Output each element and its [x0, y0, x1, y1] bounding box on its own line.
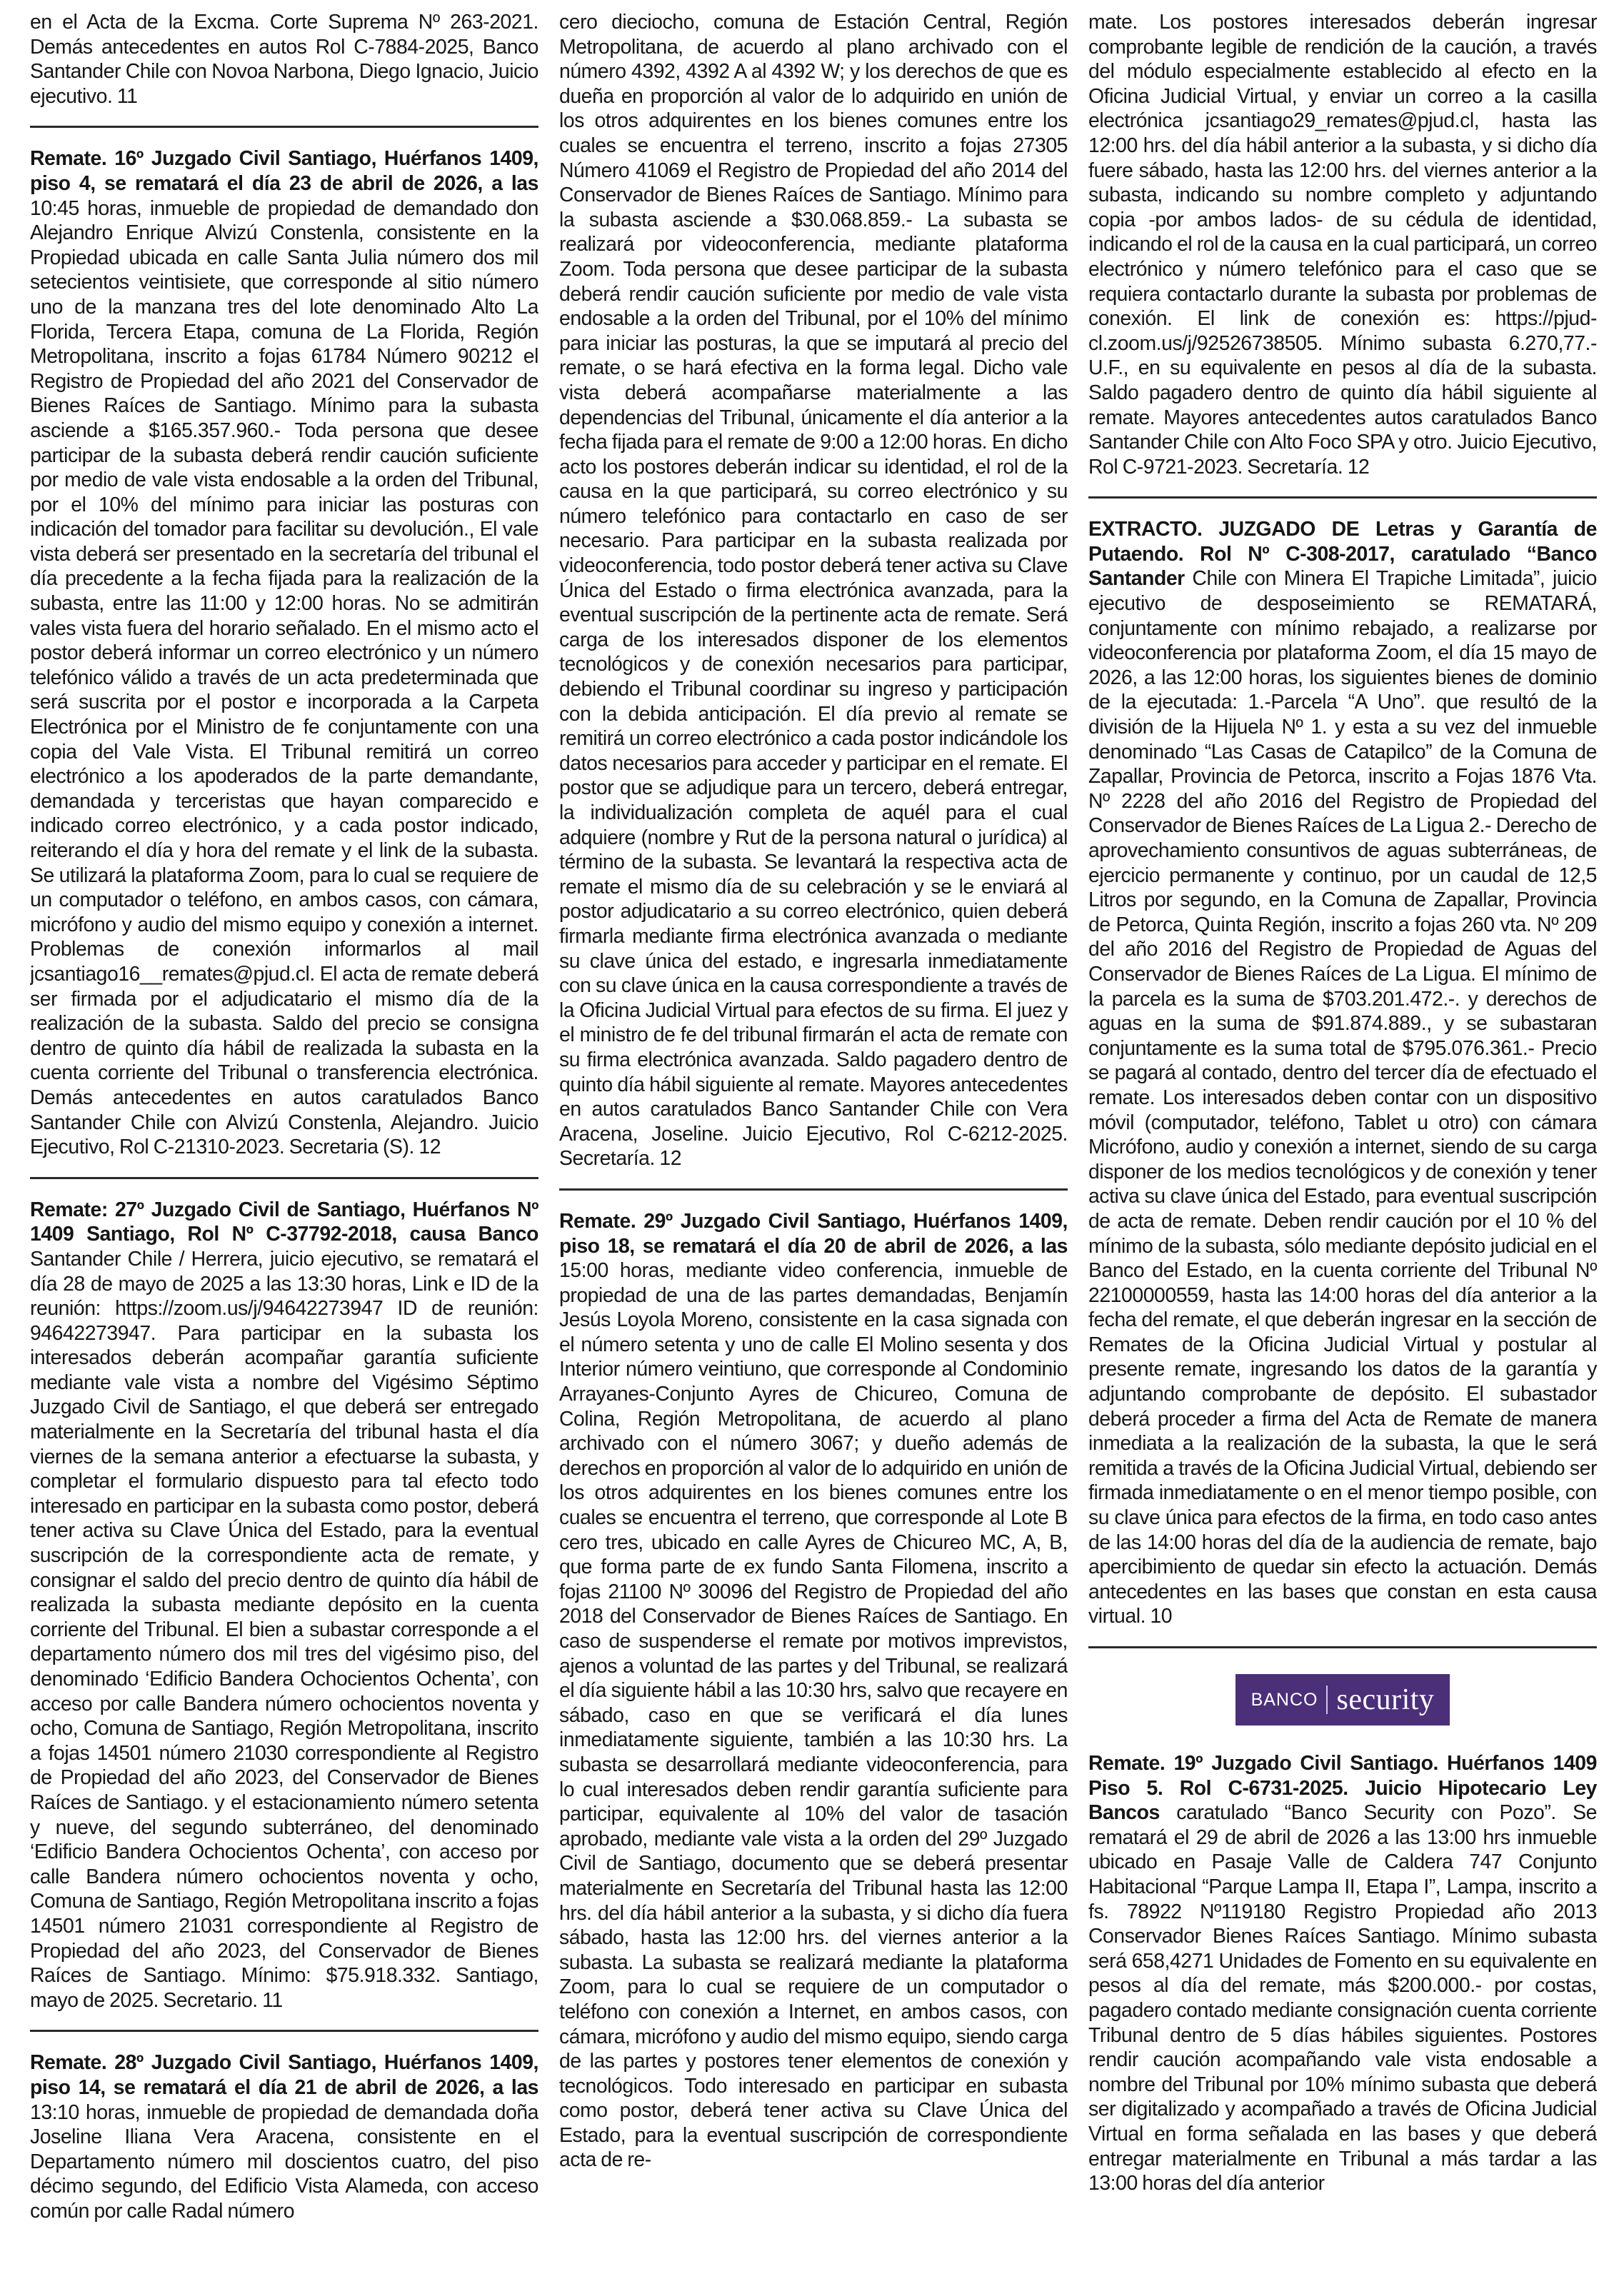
logo-separator: [1326, 1686, 1328, 1714]
notice-lead: EXTRACTO. JUZGADO DE Letras y Garantía de Putaendo. Rol Nº C-308-2017, caratulado “Banco Santander: [1088, 518, 1597, 591]
notice-lead: Remate: 27º Juzgado Civil de Santiago, Huérfanos Nº 1409 Santiago, Rol Nº C-37792-2018, causa Banco: [30, 1198, 538, 1246]
notice-divider: [1088, 496, 1597, 499]
notice-body: Chile con Minera El Trapiche Limitada”, juicio ejecutivo de desposeimiento se REMATARÁ, conjuntamente con mínimo rebajado, a realizarse por videoconferencia por plataforma Zoom, el día 15 mayo de 2026, a las 12:00 horas, los siguientes bienes de dominio de la ejecutada: 1.-Parcela “A Uno”. que resultó de la división de la Hijuela Nº 1. y esta a su vez del inmueble denominado “Las Casas de Catapilco” de la Comuna de Zapallar, Provincia de Petorca, inscrito a Fojas 1876 Vta. Nº 2228 del año 2016 del Registro de Propiedad del Conservador de Bienes Raíces de La Ligua 2.- Derecho de aprovechamiento consuntivos de aguas subterráneas, de ejercicio permanente y continuo, por un caudal de 12,5 Litros por segundo, en la Comuna de Zapallar, Provincia de Petorca, Quinta Región, inscrito a fojas 260 vta. Nº 209 del año 2016 del Registro de Propiedad de Aguas del Conservador de Bienes Raíces de La Ligua. El mínimo de la parcela es la suma de $703.201.472.-. y derechos de aguas en la suma de $91.874.889., y se subastaran conjuntamente es la suma total de $795.076.361.- Precio se pagará al contado, dentro del tercer día de efectuado el remate. Los interesados deben contar con un dispositivo móvil (computador, teléfono, Tablet u otro) con cámara Micrófono, audio y conexión a internet, siendo de su carga disponer de los medios tecnológicos y de conexión y tener activa su clave única del Estado, para eventual suscripción de acta de remate. Deben rendir caución por el 10 % del mínimo de la subasta, sólo mediante depósito judicial en el Banco del Estado, en la cuenta corriente del Tribunal Nº 22100000559, hasta las 14:00 horas del día anterior a la fecha del remate, el que deberán ingresar en la sección de Remates de la Oficina Judicial Virtual y postular al presente remate, ingresando los datos de la garantía y adjuntando comprobante de depósito. El subastador deberá proceder a firma del Acta de Remate de manera inmediata a la realización de la subasta, la que le será remitida a través de la Oficina Judicial Virtual, debiendo ser firmada inmediatamente o en el menor tiempo posible, con su clave única para efectos de la firma, en todo caso antes de las 14:00 horas del día de la audiencia de remate, bajo apercibimiento de quedar sin efecto la actuación. Demás antecedentes en las bases que constan en esta causa virtual. 10: [1088, 567, 1597, 1628]
notice-remate-28-juzgado: [30, 2050, 538, 2223]
notice-body: en el Acta de la Excma. Corte Suprema Nº 263-2021. Demás antecedentes en autos Rol C-7884-2025, Banco Santander Chile con Novoa Narbona, Diego Ignacio, Juicio ejecutivo. 11: [30, 11, 538, 108]
notice-lead: Remate. 29º Juzgado Civil Santiago, Huérfanos 1409, piso 18, se rematará el día 20 de abril de 2026, a las: [559, 1209, 1068, 1258]
column-3: [1088, 10, 1597, 2288]
column-2: [559, 10, 1068, 2288]
notice-body: caratulado “Banco Security con Pozo”. Se rematará el 29 de abril de 2026 a las 13:00 hrs inmueble ubicado en Pasaje Valle de Caldera 747 Conjunto Habitacional “Parque Lampa II, Etapa I”, Lampa, inscrito a fs. 78922 Nº119180 Registro Propiedad año 2013 Conservador Bienes Raíces Santiago. Mínimo subasta será 658,4271 Unidades de Fomento en su equivalente en pesos al día del remate, más $200.000.- por costas, pagadero contado mediante consignación cuenta corriente Tribunal dentro de 5 días hábiles siguientes. Postores rendir caución acompañando vale vista endosable a nombre del Tribunal por 10% mínimo subasta que deberá ser digitalizado y acompañado a través de Oficina Judicial Virtual en forma señalada en las bases y que deberá entregar materialmente en Tribunal a más tardar a las 13:00 horas del día anterior: [1088, 1801, 1597, 2195]
notice-body: Santander Chile / Herrera, juicio ejecutivo, se rematará el día 28 de mayo de 2025 a las 13:30 horas, Link e ID de la reunión: https://zoom.us/j/94642273947 ID de reunión: 94642273947. Para participar en la subasta los interesados deberán acompañar garantía suficiente mediante vale vista a nombre del Vigésimo Séptimo Juzgado Civil de Santiago, el que deberá ser entregado materialmente en la Secretaría del tribunal hasta el día viernes de la semana anterior a efectuarse la subasta, y completar el formulario dispuesto para tal efecto todo interesado en participar en la subasta como postor, deberá tener activa su Clave Única del Estado, para la eventual suscripción de la correspondiente acta de remate, y consignar el saldo del precio dentro de quinto día hábil de realizada la subasta mediante depósito en la cuenta corriente del Tribunal. El bien a subastar corresponde a el departamento número dos mil tres del vigésimo piso, del denominado ‘Edificio Bandera Ochocientos Ochenta’, con acceso por calle Bandera número ochocientos noventa y ocho, Comuna de Santiago, Región Metropolitana, inscrito a fojas 14501 número 21030 correspondiente al Registro de Propiedad del año 2023, del Conservador de Bienes Raíces de Santiago. y el estacionamiento número setenta y nueve, del segundo subterráneo, del denominado ‘Edificio Bandera Ochocientos Ochenta’, con acceso por calle Bandera número ochocientos noventa y ocho, Comuna de Santiago, Región Metropolitana inscrito a fojas 14501 número 21031 correspondiente al Registro de Propiedad del año 2023, del Conservador de Bienes Raíces de Santiago. Mínimo: $75.918.332. Santiago, mayo de 2025. Secretario. 11: [30, 1247, 538, 2012]
column-1: [30, 10, 538, 2288]
logo-banco-text: BANCO: [1250, 1689, 1318, 1710]
notice-body: mate. Los postores interesados deberán ingresar comprobante legible de rendición de la caución, a través del módulo especialmente establecido al efecto en la Oficina Judicial Virtual, y enviar un correo a la casilla electrónica jcsantiago29_remates@pjud.cl, hasta las 12:00 hrs. del día hábil anterior a la subasta, y si dicho día fuere sábado, hasta las 12:00 hrs. del viernes anterior a la subasta, indicando su nombre completo y adjuntando copia -por ambos lados- de su cédula de identidad, indicando el rol de la causa en la cual participará, un correo electrónico y número telefónico para el caso que se requiera contactarlo durante la subasta por problemas de conexión. El link de conexión es: https://pjud-cl.zoom.us/j/92526738505. Mínimo subasta 6.270,77.- U.F., en su equivalente en pesos al día de la subasta. Saldo pagadero dentro de quinto día hábil siguiente al remate. Mayores antecedentes autos caratulados Banco Santander Chile con Alto Foco SPA y otro. Juicio Ejecutivo, Rol C-9721-2023. Secretaría. 12: [1088, 11, 1597, 479]
notice-lead: Remate. 28º Juzgado Civil Santiago, Huérfanos 1409, piso 14, se rematará el día 21 de abril de 2026, a las: [30, 2051, 538, 2099]
notice-continuation: [30, 10, 538, 109]
notice-body: 15:00 horas, mediante video conferencia, inmueble de propiedad de una de las partes demandadas, Benjamín Jesús Loyola Moreno, consistente en la casa signada con el número setenta y uno de calle El Molino sesenta y dos Interior número veintiuno, que corresponde al Condominio Arrayanes-Conjunto Ayres de Chicureo, Comuna de Colina, Región Metropolitana, de acuerdo al plano archivado con el número 3067; y dueño además de derechos en proporción al valor de lo adquirido en unión de los otros adquirentes en los bienes comunes entre los cuales se encuentra el terreno, que corresponde al Lote B cero tres, ubicado en calle Ayres de Chicureo MC, A, B, que forma parte de ex fundo Santa Filomena, inscrito a fojas 21100 Nº 30096 del Registro de Propiedad del año 2018 del Conservador de Bienes Raíces de Santiago. En caso de suspenderse el remate por motivos imprevistos, ajenos a voluntad de las partes y del Tribunal, se realizará el día siguiente hábil a las 10:30 hrs, salvo que recayere en sábado, caso en que se verificará el día lunes inmediatamente siguiente, también a las 10:30 hrs. La subasta se desarrollará mediante videoconferencia, para lo cual interesados deben rendir garantía suficiente para participar, equivalente al 10% del valor de tasación aprobado, mediante vale vista a la orden del 29º Juzgado Civil de Santiago, documento que se deberá presentar materialmente en Secretaría del Tribunal hasta las 12:00 hrs. del día hábil anterior a la subasta, y si dicho día fuera sábado, hasta las 12:00 hrs. del viernes anterior a la subasta. La subasta se realizará mediante la plataforma Zoom, para lo cual se requiere de un computador o teléfono con conexión a Internet, en ambos casos, con cámara, micrófono y audio del mismo equipo, siendo carga de las partes y postores tener elementos de conexión y tecnológicos. Todo interesado en participar en subasta como postor, deberá tener activa su Clave Única del Estado, para la eventual suscripción de correspondiente acta de re-: [559, 1259, 1068, 2172]
notice-body: 13:10 horas, inmueble de propiedad de demandada doña Joseline Iliana Vera Aracena, consistente en el Departamento número mil doscientos cuatro, del piso décimo segundo, del Edificio Vista Alameda, con acceso común por calle Radal número: [30, 2100, 538, 2223]
notice-divider: [1088, 1646, 1597, 1648]
notice-remate-27-juzgado: [30, 1198, 538, 2013]
banco-security-logo-area: [1088, 1667, 1597, 1733]
notice-continuation: [559, 10, 1068, 1171]
notice-lead: Remate. 16º Juzgado Civil Santiago, Huérfanos 1409, piso 4, se rematará el día 23 de abril de 2026, a las: [30, 147, 538, 195]
notice-divider: [559, 1188, 1068, 1191]
notice-divider: [30, 2030, 538, 2032]
notice-body: 10:45 horas, inmueble de propiedad de demandado don Alejandro Enrique Alvizú Constenla, consistente en la Propiedad ubicada en calle Santa Julia número dos mil setecientos veintisiete, que corresponde al sitio número uno de la manzana tres del lote denominado Alto La Florida, Tercera Etapa, comuna de La Florida, Región Metropolitana, inscrito a fojas 61784 Número 90212 el Registro de Propiedad del año 2021 del Conservador de Bienes Raíces de Santiago. Mínimo para la subasta asciende a $165.357.960.- Toda persona que desee participar de la subasta deberá rendir caución suficiente por medio de vale vista endosable a la orden del Tribunal, por el 10% del mínimo para iniciar las posturas con indicación del tomador para facilitar su devolución., El vale vista deberá ser presentado en la secretaría del tribunal el día precedente a la fecha fijada para la realización de la subasta, entre las 11:00 y 12:00 horas. No se admitirán vales vista fuera del horario señalado. En el mismo acto el postor deberá informar un correo electrónico y un número telefónico válido a través de un acta predeterminada que será suscrita por el postor e incorporada a la Carpeta Electrónica por el Ministro de fe conjuntamente con una copia del Vale Vista. El Tribunal remitirá un correo electrónico a los apoderados de la parte demandante, demandada y terceristas que hayan comparecido e indicado correo electrónico, y a cada postor indicado, reiterando el día y hora del remate y el link de la subasta. Se utilizará la plataforma Zoom, para lo cual se requiere de un computador o teléfono, en ambos casos, con cámara, micrófono y audio del mismo equipo y conexión a internet. Problemas de conexión informarlos al mail jcsantiago16__remates@pjud.cl. El acta de remate deberá ser firmada por el adjudicatario el mismo día de la realización de la subasta. Saldo del precio se consigna dentro de quinto día hábil de realizada la subasta en la cuenta corriente del Tribunal o transferencia electrónica. Demás antecedentes en autos caratulados Banco Santander Chile con Alvizú Constenla, Alejandro. Juicio Ejecutivo, Rol C-21310-2023. Secretaria (S). 12: [30, 196, 538, 1159]
notice-divider: [30, 1177, 538, 1179]
banco-security-logo: [1235, 1674, 1450, 1725]
notice-divider: [30, 126, 538, 128]
notice-continuation: [1088, 10, 1597, 479]
logo-security-text: security: [1336, 1683, 1435, 1716]
notice-lead: Remate. 19º Juzgado Civil Santiago. Huérfanos 1409 Piso 5. Rol C-6731-2025. Juicio Hipotecario Ley Bancos: [1088, 1752, 1597, 1825]
notice-remate-29-juzgado: [559, 1209, 1068, 2173]
notice-extracto-putaendo: [1088, 517, 1597, 1629]
notice-body: cero dieciocho, comuna de Estación Central, Región Metropolitana, de acuerdo al plano archivado con el número 4392, 4392 A al 4392 W; y los derechos de que es dueña en proporción al valor de lo adquirido en unión de los otros adquirentes en los bienes comunes entre los cuales se encuentra el terreno, inscrito a fojas 27305 Número 41069 el Registro de Propiedad del año 2014 del Conservador de Bienes Raíces de Santiago. Mínimo para la subasta asciende a $30.068.859.- La subasta se realizará por videoconferencia, mediante plataforma Zoom. Toda persona que desee participar de la subasta deberá rendir caución suficiente por medio de vale vista endosable a la orden del Tribunal, por el 10% del mínimo para iniciar las posturas, la que se imputará al precio del remate, o se hará efectiva en la forma legal. Dicho vale vista deberá acompañarse materialmente a las dependencias del Tribunal, únicamente el día anterior a la fecha fijada para el remate de 9:00 a 12:00 horas. En dicho acto los postores deberán indicar su identidad, el rol de la causa en la que participará, su correo electrónico y su número telefónico para contactarlo en caso de ser necesario. Para participar en la subasta realizada por videoconferencia, todo postor deberá tener activa su Clave Única del Estado o firma electrónica avanzada, para la eventual suscripción de la pertinente acta de remate. Será carga de los interesados disponer de los elementos tecnológicos y de conexión necesarios para participar, debiendo el Tribunal coordinar su ingreso y participación con la debida anticipación. El día previo al remate se remitirá un correo electrónico a cada postor indicándole los datos necesarios para acceder y participar en el remate. El postor que se adjudique para un tercero, deberá entregar, la individualización completa de aquél para el cual adquiere (nombre y Rut de la persona natural o jurídica) al término de la subasta. Se levantará la respectiva acta de remate el mismo día de su celebración y se le enviará al postor adjudicatario a su correo electrónico, quien deberá firmarla mediante firma electrónica avanzada o mediante su clave única del estado, e ingresarla inmediatamente con su clave única en la causa correspondiente a través de la Oficina Judicial Virtual para efectos de su firma. El juez y el ministro de fe del tribunal firmarán el acta de remate con su firma electrónica avanzada. Saldo pagadero dentro de quinto día hábil siguiente al remate. Mayores antecedentes en autos caratulados Banco Santander Chile con Vera Aracena, Joseline. Juicio Ejecutivo, Rol C-6212-2025. Secretaría. 12: [559, 11, 1068, 1171]
notice-remate-19-juzgado: [1088, 1751, 1597, 2196]
notice-remate-16-juzgado: [30, 146, 538, 1159]
